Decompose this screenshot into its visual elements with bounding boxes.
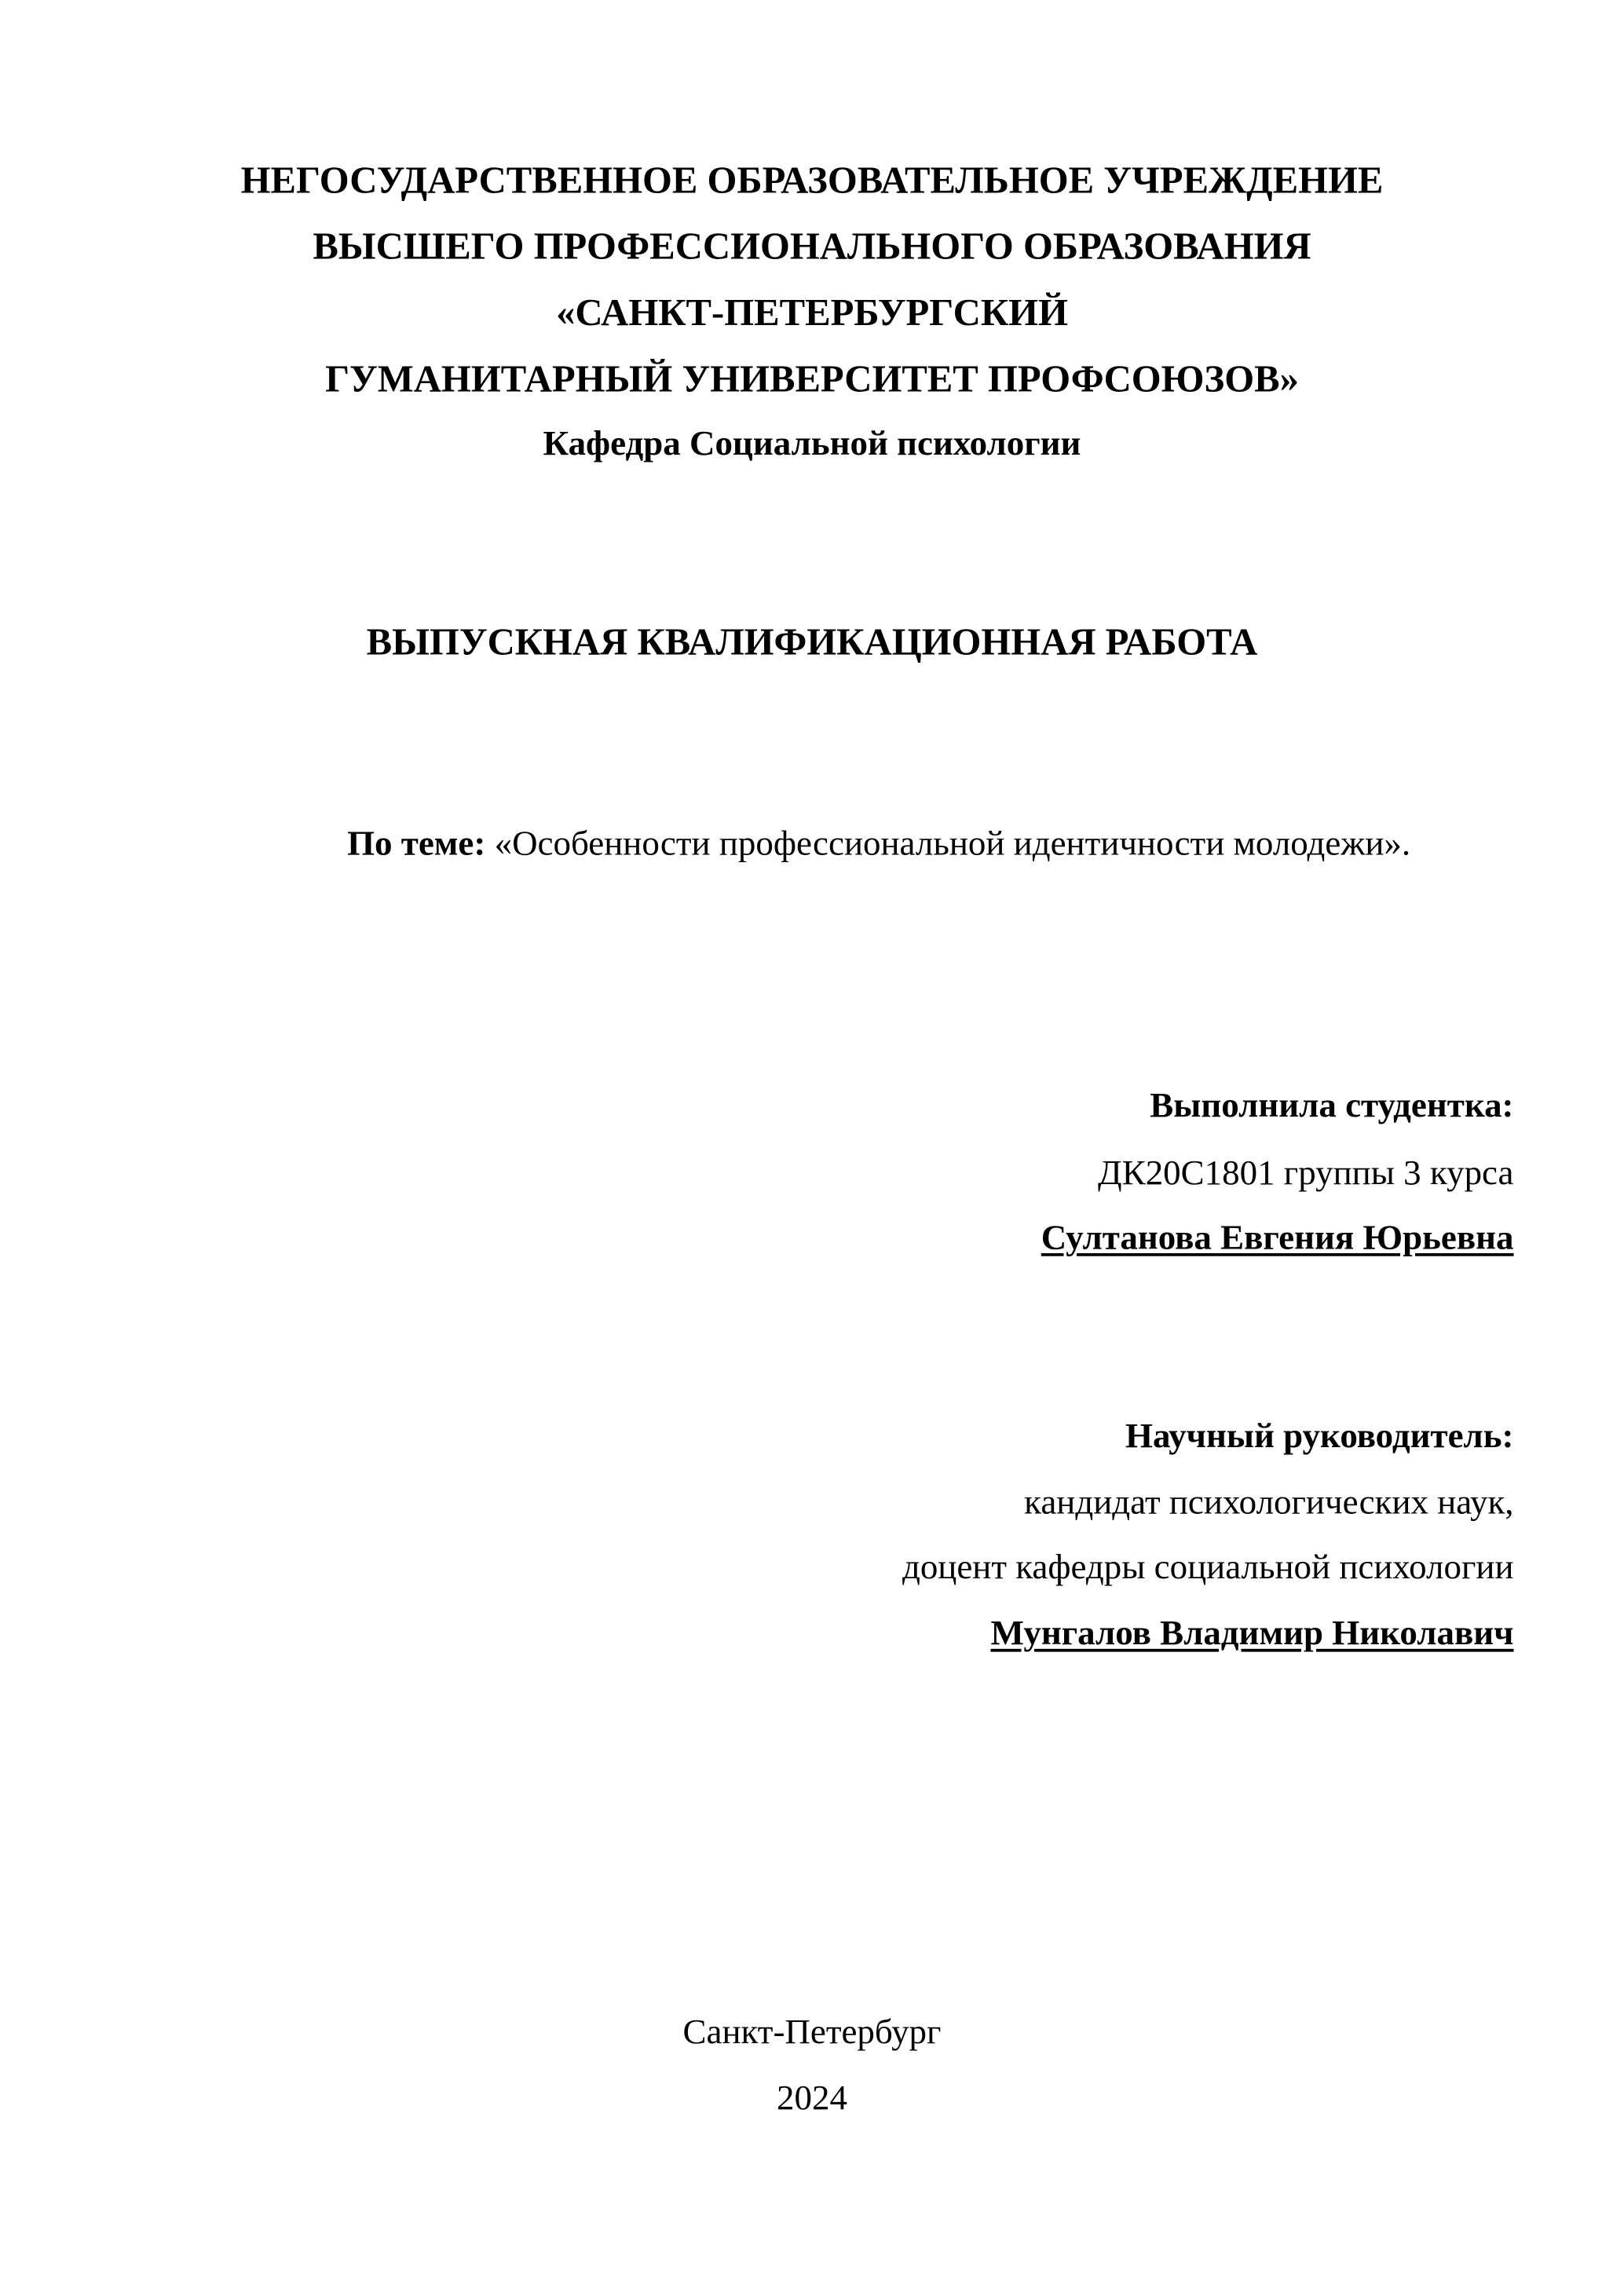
department-name: Кафедра Социальной психологии [543,425,1081,464]
topic-text: «Особенности профессиональной идентичности молодежи». [494,824,1411,864]
document-title: ВЫПУСКНАЯ КВАЛИФИКАЦИОННАЯ РАБОТА [366,620,1258,664]
institution-line-3: «САНКТ-ПЕТЕРБУРГСКИЙ [556,291,1068,335]
topic-line [347,824,1411,864]
supervisor-name: Мунгалов Владимир Николавич [990,1614,1514,1654]
student-name: Султанова Евгения Юрьевна [1041,1219,1514,1258]
supervisor-label: Научный руководитель: [1125,1417,1514,1457]
institution-line-1: НЕГОСУДАРСТВЕННОЕ ОБРАЗОВАТЕЛЬНОЕ УЧРЕЖДЕНИЕ [240,159,1384,202]
city: Санкт-Петербург [682,2013,942,2053]
student-group: ДК20С1801 группы 3 курса [1098,1154,1514,1194]
institution-line-4: ГУМАНИТАРНЫЙ УНИВЕРСИТЕТ ПРОФСОЮЗОВ» [325,357,1299,400]
supervisor-position: доцент кафедры социальной психологии [902,1548,1514,1588]
supervisor-degree: кандидат психологических наук, [1024,1484,1514,1523]
institution-line-2: ВЫСШЕГО ПРОФЕССИОНАЛЬНОГО ОБРАЗОВАНИЯ [313,225,1311,268]
topic-label: По теме: [347,824,486,864]
student-label: Выполнила студентка: [1150,1087,1514,1125]
year: 2024 [777,2079,847,2119]
